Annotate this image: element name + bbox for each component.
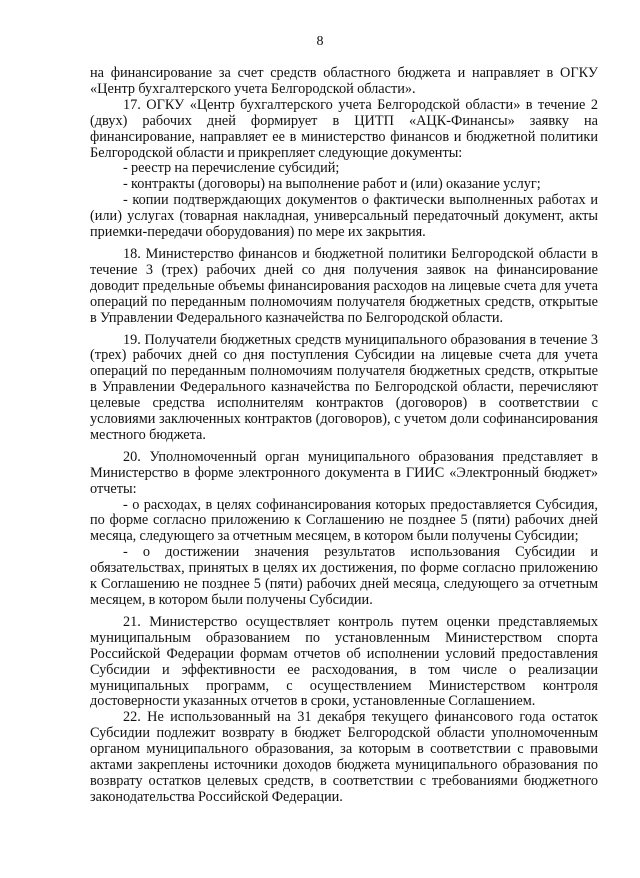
paragraph-22: 22. Не использованный на 31 декабря текущего финансового года остаток Субсидии подлежит возврату в бюджет Белгородской области уполномоченным органом муниципального образования, за которым в соответствии с правовыми актами закреплены источники доходов бюджета муниципального образования по возврату остатков целевых средств, в соответствии с требованиями бюджетного законодательства Российской Федерации. <box>90 709 598 805</box>
list-item-contracts: - контракты (договоры) на выполнение работ и (или) оказание услуг; <box>123 176 541 193</box>
page-number: 8 <box>316 34 324 49</box>
paragraph-18: 18. Министерство финансов и бюджетной политики Белгородской области в течение 3 (трех) рабочих дней со дня получения заявок на финансирование доводит предельные объемы финансирования расходов на лицевые счета для учета операций по переданным полномочиям получателя бюджетных средств, открытые в Управлении Федерального казначейства по Белгородской области. <box>90 245 598 326</box>
paragraph-19: 19. Получатели бюджетных средств муниципального образования в течение 3 (трех) рабочих дней со дня поступления Субсидии на лицевые счета для учета операций по переданным полномочиям получателя бюджетных средств, открытые в Управлении Федерального казначейства по Белгородской области, перечисляют целевые средства исполнителям контрактов (договоров) в соответствии с условиями заключенных контрактов (договоров), с учетом доли софинансирования местного бюджета. <box>90 331 598 443</box>
document-body <box>90 66 598 806</box>
paragraph-17: 17. ОГКУ «Центр бухгалтерского учета Белгородской области» в течение 2 (двух) рабочих дней формирует в ЦИТП «АЦК-Финансы» заявку на финансирование, направляет ее в министерство финансов и бюджетной политики Белгородской области и прикрепляет следующие документы: <box>90 96 598 161</box>
paragraph-continuation: на финансирование за счет средств областного бюджета и направляет в ОГКУ «Центр бухгалтерского учета Белгородской области». <box>90 65 598 97</box>
list-item-copies: - копии подтверждающих документов о фактически выполненных работах и (или) услугах (товарная накладная, универсальный передаточный документ, акты приемки-передачи оборудования) по мере их закрытия. <box>90 192 598 241</box>
list-item-registry: - реестр на перечисление субсидий; <box>123 160 340 177</box>
list-item-expenses-report: - о расходах, в целях софинансирования которых предоставляется Субсидия, по форме согласно приложению к Соглашению не позднее 5 (пяти) рабочих дней месяца, следующего за отчетным месяцем, в котором были получены Субсидии; <box>90 496 598 545</box>
paragraph-20: 20. Уполномоченный орган муниципального образования представляет в Министерство в форме электронного документа в ГИИС «Электронный бюджет» отчеты: <box>90 448 598 497</box>
list-item-results-report: - о достижении значения результатов использования Субсидии и обязательствах, принятых в целях их достижения, по форме согласно приложению к Соглашению не позднее 5 (пяти) рабочих дней месяца, следующего за отчетным месяцем, в котором были получены Субсидии. <box>90 544 598 608</box>
paragraph-21: 21. Министерство осуществляет контроль путем оценки представляемых муниципальным образованием по установленным Министерством спорта Российской Федерации формам отчетов об исполнении условий предоставления Субсидии и эффективности ее расходования, в том числе о реализации муниципальных программ, с осуществлением Министерством контроля достоверности указанных отчетов в сроки, установленные Соглашением. <box>90 613 598 710</box>
